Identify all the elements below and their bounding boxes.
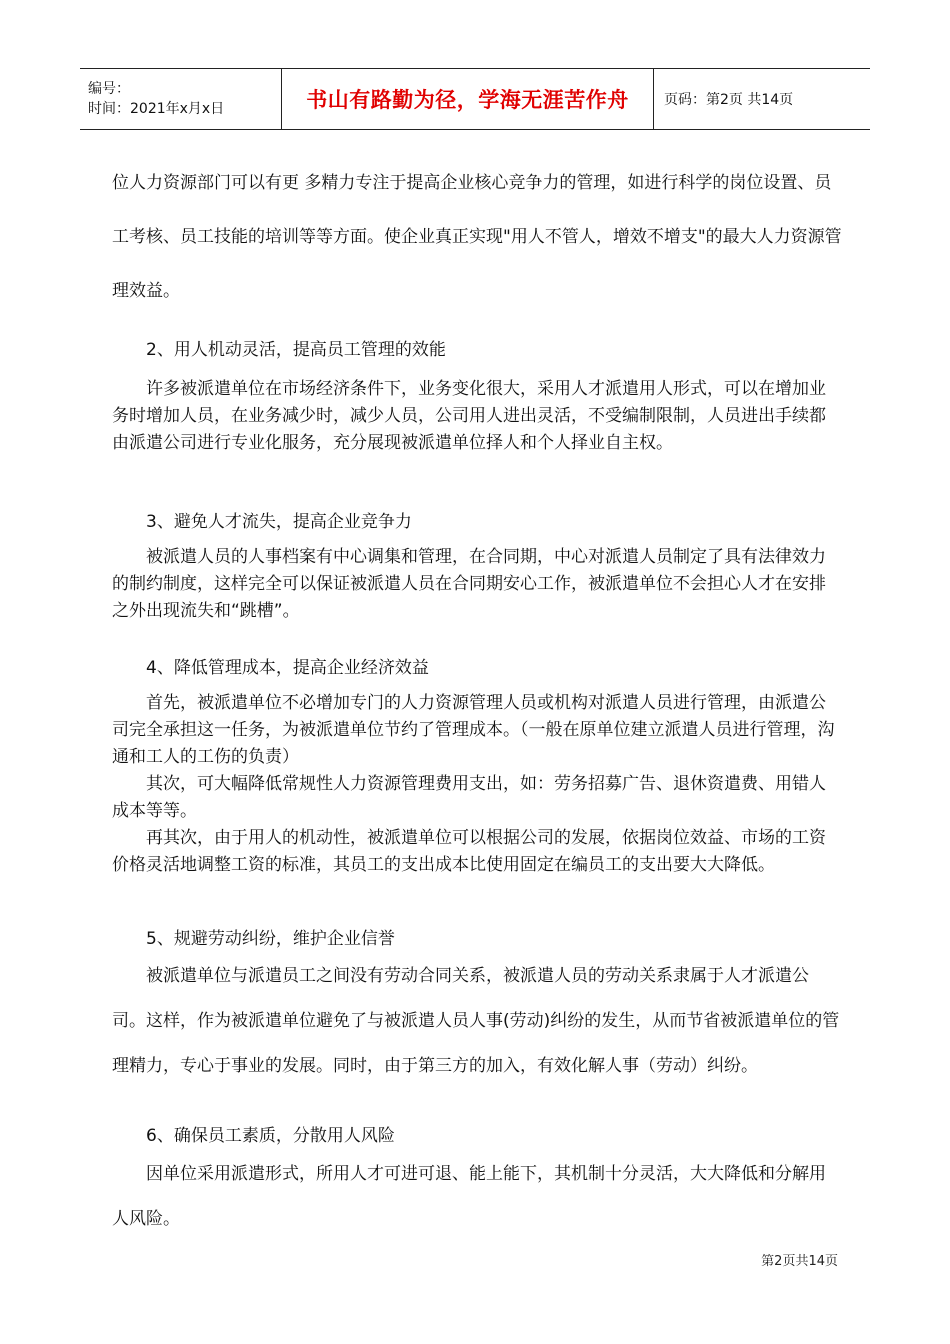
document-date: 时间：2021年x月x日 — [88, 101, 225, 117]
header-page-number: 页码：第2页 共14页 — [664, 92, 794, 108]
paragraph-4-second: 其次，可大幅降低常规性人力资源管理费用支出，如：劳务招募广告、退休资遣费、用错人成本等等。 — [112, 774, 826, 821]
paragraph-2: 许多被派遣单位在市场经济条件下，业务变化很大，采用人才派遣用人形式，可以在增加业务时增加人员，在业务减少时，减少人员，公司用人进出灵活，不受编制限制，人员进出手续都由派遣公司进行专业化服务，充分展现被派遣单位择人和个人择业自主权。 — [112, 379, 826, 453]
section-heading-6: 6、确保员工素质，分散用人风险 — [146, 1126, 395, 1146]
header-meta — [80, 69, 282, 129]
document-number: 编号： — [88, 81, 130, 97]
header-page-cell — [654, 69, 870, 129]
page-header — [80, 68, 870, 130]
paragraph-intro-continued: 位人力资源部门可以有更 多精力专注于提高企业核心竞争力的管理，如进行科学的岗位设置、员工考核、员工技能的培训等等方面。使企业真正实现"用人不管人，增效不增支"的最大人力资源管理效益。 — [112, 173, 842, 301]
paragraph-3: 被派遣人员的人事档案有中心调集和管理，在合同期，中心对派遣人员制定了具有法律效力的制约制度，这样完全可以保证被派遣人员在合同期安心工作，被派遣单位不会担心人才在安排之外出现流失和“跳槽”。 — [112, 547, 826, 621]
header-motto-cell — [282, 69, 654, 129]
section-heading-2: 2、用人机动灵活，提高员工管理的效能 — [146, 340, 446, 360]
header-motto: 书山有路勤为径，学海无涯苦作舟 — [306, 88, 629, 112]
paragraph-4-first: 首先，被派遣单位不必增加专门的人力资源管理人员或机构对派遣人员进行管理，由派遣公司完全承担这一任务，为被派遣单位节约了管理成本。（一般在原单位建立派遣人员进行管理，沟通和工人的工伤的负责） — [112, 693, 835, 767]
footer-page-number: 第2页共14页 — [761, 1254, 838, 1269]
paragraph-6: 因单位采用派遣形式，所用人才可进可退、能上能下，其机制十分灵活，大大降低和分解用人风险。 — [112, 1164, 826, 1229]
section-heading-4: 4、降低管理成本，提高企业经济效益 — [146, 658, 429, 678]
paragraph-4-third: 再其次，由于用人的机动性，被派遣单位可以根据公司的发展，依据岗位效益、市场的工资价格灵活地调整工资的标准，其员工的支出成本比使用固定在编员工的支出要大大降低。 — [112, 828, 826, 875]
paragraph-5: 被派遣单位与派遣员工之间没有劳动合同关系，被派遣人员的劳动关系隶属于人才派遣公司。这样，作为被派遣单位避免了与被派遣人员人事(劳动)纠纷的发生，从而节省被派遣单位的管理精力，专心于事业的发展。同时，由于第三方的加入，有效化解人事（劳动）纠纷。 — [112, 966, 840, 1076]
section-heading-5: 5、规避劳动纠纷，维护企业信誉 — [146, 929, 395, 949]
section-heading-3: 3、避免人才流失，提高企业竞争力 — [146, 512, 412, 532]
